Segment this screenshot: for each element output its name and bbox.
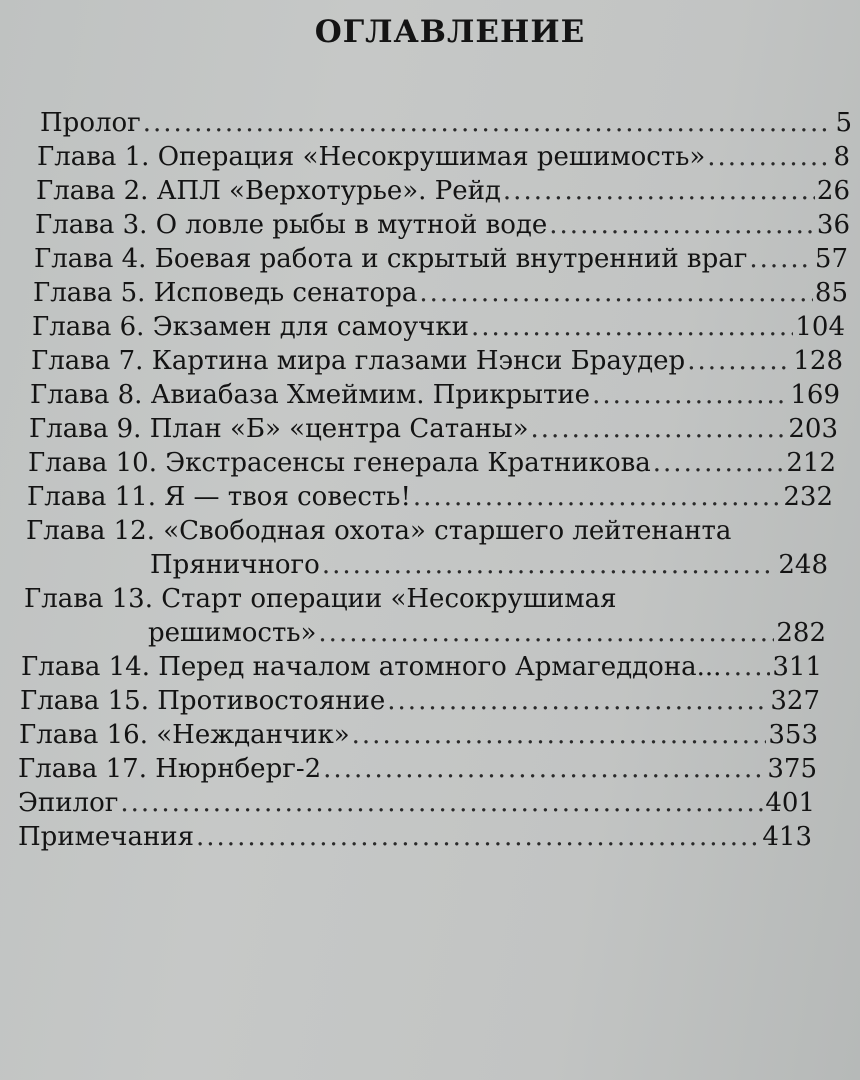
toc-page-number: 5 (835, 108, 852, 138)
toc-page-number: 36 (816, 210, 850, 240)
toc-entry (29, 412, 838, 446)
toc-entry-title: Глава 8. Авиабаза Хмеймим. Прикрытие (30, 380, 591, 410)
toc-entry (21, 650, 822, 684)
dot-leader (749, 242, 813, 276)
toc-heading: ОГЛАВЛЕНИЕ (314, 14, 586, 50)
toc-entry-title: Глава 16. «Нежданчик» (19, 720, 350, 750)
toc-page-number: 203 (788, 414, 838, 444)
dot-leader (549, 208, 815, 242)
toc-page-number: 26 (816, 176, 850, 206)
toc-entry (33, 276, 848, 310)
toc-entry-title: Глава 15. Противостояние (20, 686, 386, 716)
dot-leader (653, 446, 785, 480)
toc-page-number: 327 (770, 686, 820, 716)
toc-page-number: 8 (833, 142, 850, 172)
dot-leader (503, 174, 815, 208)
dot-leader (707, 140, 831, 174)
toc-entry (28, 446, 836, 480)
dot-leader (419, 276, 813, 310)
toc-entry-title: Глава 11. Я — твоя совесть! (27, 482, 411, 512)
toc-entry-title: Глава 3. О ловле рыбы в мутной воде (35, 210, 548, 240)
toc-entry-title: Примечания (18, 822, 195, 852)
toc-page-number: 413 (762, 822, 812, 852)
toc-entry (20, 684, 820, 718)
toc-entry (24, 582, 826, 650)
toc-entry-title: Глава 9. План «Б» «центра Сатаны» (29, 414, 529, 444)
dot-leader (143, 106, 834, 140)
toc-entry (40, 106, 852, 140)
toc-entry-title: Глава 5. Исповедь сенатора (33, 278, 418, 308)
dot-leader (352, 718, 767, 752)
toc-entry-title: Пряничного (150, 550, 320, 580)
dot-leader (318, 616, 774, 650)
toc-page-number: 375 (767, 754, 817, 784)
dot-leader (413, 480, 781, 514)
toc-entry (19, 718, 818, 752)
toc-entry (31, 344, 843, 378)
toc-entry (34, 242, 848, 276)
toc-entry (32, 310, 845, 344)
toc-entry-title: Глава 14. Перед началом атомного Армагеддона... (21, 652, 722, 682)
toc-page-number: 401 (765, 788, 815, 818)
toc-entry-title: Глава 1. Операция «Несокрушимая решимость» (37, 142, 706, 172)
dot-leader (322, 548, 777, 582)
toc-entry (18, 786, 815, 820)
dot-leader (471, 310, 793, 344)
toc-entry-title: Глава 4. Боевая работа и скрытый внутренний враг (34, 244, 748, 274)
table-of-contents (0, 106, 860, 854)
dot-leader (387, 684, 768, 718)
toc-page-number: 104 (795, 312, 845, 342)
toc-entry-title: Глава 6. Экзамен для самоучки (32, 312, 469, 342)
toc-page-number: 212 (786, 448, 836, 478)
dot-leader (723, 650, 770, 684)
toc-entry (37, 140, 850, 174)
toc-entry-title: Глава 2. АПЛ «Верхотурье». Рейд (36, 176, 501, 206)
toc-entry-title: Эпилог (18, 788, 119, 818)
dot-leader (531, 412, 787, 446)
dot-leader (120, 786, 763, 820)
toc-entry-title: Глава 12. «Свободная охота» старшего лейтенанта (26, 516, 732, 546)
toc-page-number: 169 (790, 380, 840, 410)
toc-page-number: 128 (793, 346, 843, 376)
toc-entry-title: решимость» (148, 618, 317, 648)
toc-entry-title: Глава 7. Картина мира глазами Нэнси Браудер (31, 346, 686, 376)
toc-page-number: 353 (768, 720, 818, 750)
toc-entry-title: Глава 13. Старт операции «Несокрушимая (24, 584, 617, 614)
toc-page-number: 57 (814, 244, 848, 274)
toc-entry-title: Глава 10. Экстрасенсы генерала Кратникова (28, 448, 651, 478)
toc-page-number: 248 (778, 550, 828, 580)
toc-page-number: 85 (814, 278, 848, 308)
toc-entry (35, 208, 850, 242)
toc-entry (30, 378, 840, 412)
dot-leader (196, 820, 760, 854)
dot-leader (592, 378, 788, 412)
toc-entry (18, 752, 817, 786)
toc-entry (36, 174, 850, 208)
toc-entry-title: Пролог (40, 108, 141, 138)
dot-leader (323, 752, 765, 786)
toc-entry (26, 514, 828, 582)
dot-leader (687, 344, 791, 378)
toc-page-number: 282 (776, 618, 826, 648)
toc-entry-title: Глава 17. Нюрнберг-2 (18, 754, 322, 784)
toc-entry (18, 820, 812, 854)
toc-page-number: 232 (783, 482, 833, 512)
toc-entry (27, 480, 833, 514)
toc-page-number: 311 (772, 652, 822, 682)
